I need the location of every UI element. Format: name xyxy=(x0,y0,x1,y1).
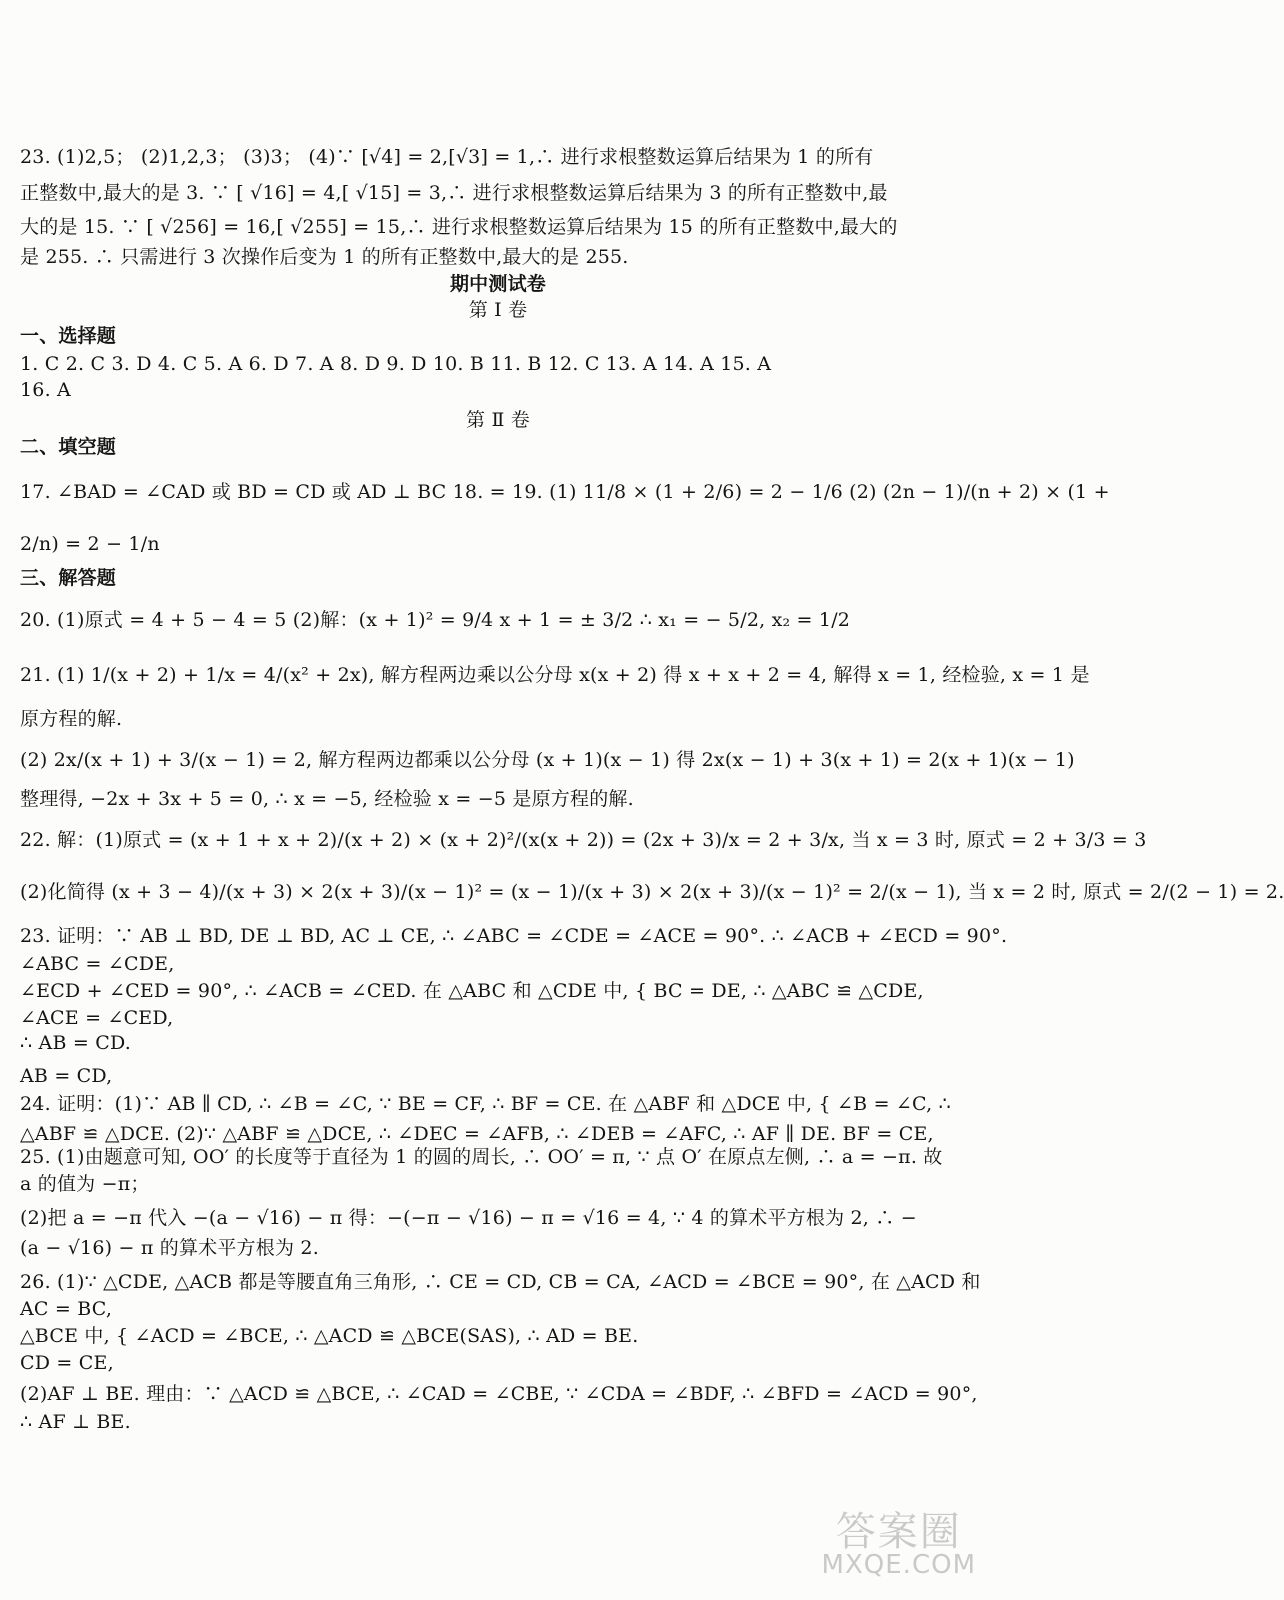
text-line: (2) 2x/(x + 1) + 3/(x − 1) = 2, 解方程两边都乘以公分母 (x + 1)(x − 1) 得 2x(x − 1) + 3(x + 1) = 2(x + 1)(x − 1) xyxy=(20,749,1075,771)
text-line: (2)化简得 (x + 3 − 4)/(x + 3) × 2(x + 3)/(x − 1)² = (x − 1)/(x + 3) × 2(x + 3)/(x − 1)² = 2/(x − 1), 当 x = 2 时, 原式 = 2/(2 − 1) = 2. xyxy=(20,881,1284,903)
text-line: 21. (1) 1/(x + 2) + 1/x = 4/(x² + 2x), 解方程两边乘以公分母 x(x + 2) 得 x + x + 2 = 4, 解得 x = 1, 经检验, x = 1 是 xyxy=(20,664,1090,686)
text-line: CD = CE, xyxy=(20,1352,114,1374)
text-line: 是 255. ∴ 只需进行 3 次操作后变为 1 的所有正整数中,最大的是 255. xyxy=(20,246,629,268)
text-line: ∠ABC = ∠CDE, xyxy=(20,953,175,975)
text-line: a 的值为 −π； xyxy=(20,1173,150,1195)
text-line: 26. (1)∵ △CDE, △ACB 都是等腰直角三角形, ∴ CE = CD, CB = CA, ∠ACD = ∠BCE = 90°, 在 △ACD 和 xyxy=(20,1271,981,1293)
text-line: 大的是 15. ∵ [ √256] = 16,[ √255] = 15,∴ 进行求根整数运算后结果为 15 的所有正整数中,最大的 xyxy=(20,216,898,238)
text-line: ∠ECD + ∠CED = 90°, ∴ ∠ACB = ∠CED. 在 △ABC 和 △CDE 中, { BC = DE, ∴ △ABC ≌ △CDE, xyxy=(20,980,924,1002)
watermark-url: MXQE.COM xyxy=(821,1550,976,1580)
text-line: 22. 解：(1)原式 = (x + 1 + x + 2)/(x + 2) × (x + 2)²/(x(x + 2)) = (2x + 3)/x = 2 + 3/x, 当 x = 3 时, 原式 = 2 + 3/3 = 3 xyxy=(20,829,1147,851)
exam-title: 期中测试卷 xyxy=(449,273,546,295)
text-line: △BCE 中, { ∠ACD = ∠BCE, ∴ △ACD ≌ △BCE(SAS), ∴ AD = BE. xyxy=(20,1325,639,1347)
text-line: 1. C 2. C 3. D 4. C 5. A 6. D 7. A 8. D 9. D 10. B 11. B 12. C 13. A 14. A 15. A xyxy=(20,353,772,375)
text-line: 2/n) = 2 − 1/n xyxy=(20,533,160,555)
watermark xyxy=(821,1509,976,1580)
text-line: 正整数中,最大的是 3. ∵ [ √16] = 4,[ √15] = 3,∴ 进行求根整数运算后结果为 3 的所有正整数中,最 xyxy=(20,182,888,204)
section-title: 一、选择题 xyxy=(20,325,117,347)
watermark-chinese: 答案圈 xyxy=(835,1509,962,1555)
text-line: 20. (1)原式 = 4 + 5 − 4 = 5 (2)解：(x + 1)² = 9/4 x + 1 = ± 3/2 ∴ x₁ = − 5/2, x₂ = 1/2 xyxy=(20,609,851,631)
text-line: AC = BC, xyxy=(20,1298,113,1320)
text-line: 23. (1)2,5； (2)1,2,3； (3)3； (4)∵ [√4] = 2,[√3] = 1,∴ 进行求根整数运算后结果为 1 的所有 xyxy=(20,146,874,168)
text-line: AB = CD, xyxy=(20,1065,113,1087)
part-title: 第 Ⅱ 卷 xyxy=(466,409,530,431)
text-line: 17. ∠BAD = ∠CAD 或 BD = CD 或 AD ⊥ BC 18. = 19. (1) 11/8 × (1 + 2/6) = 2 − 1/6 (2) (2n − 1)/(n + 2) × (1 + xyxy=(20,481,1110,503)
part-title: 第 Ⅰ 卷 xyxy=(468,299,528,321)
text-line: ∴ AB = CD. xyxy=(20,1032,131,1054)
text-line: (2)AF ⊥ BE. 理由：∵ △ACD ≌ △BCE, ∴ ∠CAD = ∠CBE, ∵ ∠CDA = ∠BDF, ∴ ∠BFD = ∠ACD = 90°, xyxy=(20,1383,978,1405)
section-title: 三、解答题 xyxy=(20,567,117,589)
text-line: 原方程的解. xyxy=(20,708,123,730)
text-line: 23. 证明：∵ AB ⊥ BD, DE ⊥ BD, AC ⊥ CE, ∴ ∠ABC = ∠CDE = ∠ACE = 90°. ∴ ∠ACB + ∠ECD = 90°. xyxy=(20,925,1008,947)
text-line: 25. (1)由题意可知, OO′ 的长度等于直径为 1 的圆的周长, ∴ OO′ = π, ∵ 点 O′ 在原点左侧, ∴ a = −π. 故 xyxy=(20,1146,943,1168)
section-title: 二、填空题 xyxy=(20,436,117,458)
text-line: 24. 证明：(1)∵ AB ∥ CD, ∴ ∠B = ∠C, ∵ BE = CF, ∴ BF = CE. 在 △ABF 和 △DCE 中, { ∠B = ∠C, ∴ xyxy=(20,1093,951,1115)
text-line: △ABF ≌ △DCE. (2)∵ △ABF ≌ △DCE, ∴ ∠DEC = ∠AFB, ∴ ∠DEB = ∠AFC, ∴ AF ∥ DE. BF = CE, xyxy=(20,1123,934,1145)
text-line: 16. A xyxy=(20,379,71,401)
text-line: (2)把 a = −π 代入 −(a − √16) − π 得：−(−π − √16) − π = √16 = 4, ∵ 4 的算术平方根为 2, ∴ − xyxy=(20,1207,917,1229)
text-line: ∠ACE = ∠CED, xyxy=(20,1007,174,1029)
text-line: 整理得, −2x + 3x + 5 = 0, ∴ x = −5, 经检验 x = −5 是原方程的解. xyxy=(20,788,634,810)
text-line: ∴ AF ⊥ BE. xyxy=(20,1411,131,1433)
text-line: (a − √16) − π 的算术平方根为 2. xyxy=(20,1237,319,1259)
